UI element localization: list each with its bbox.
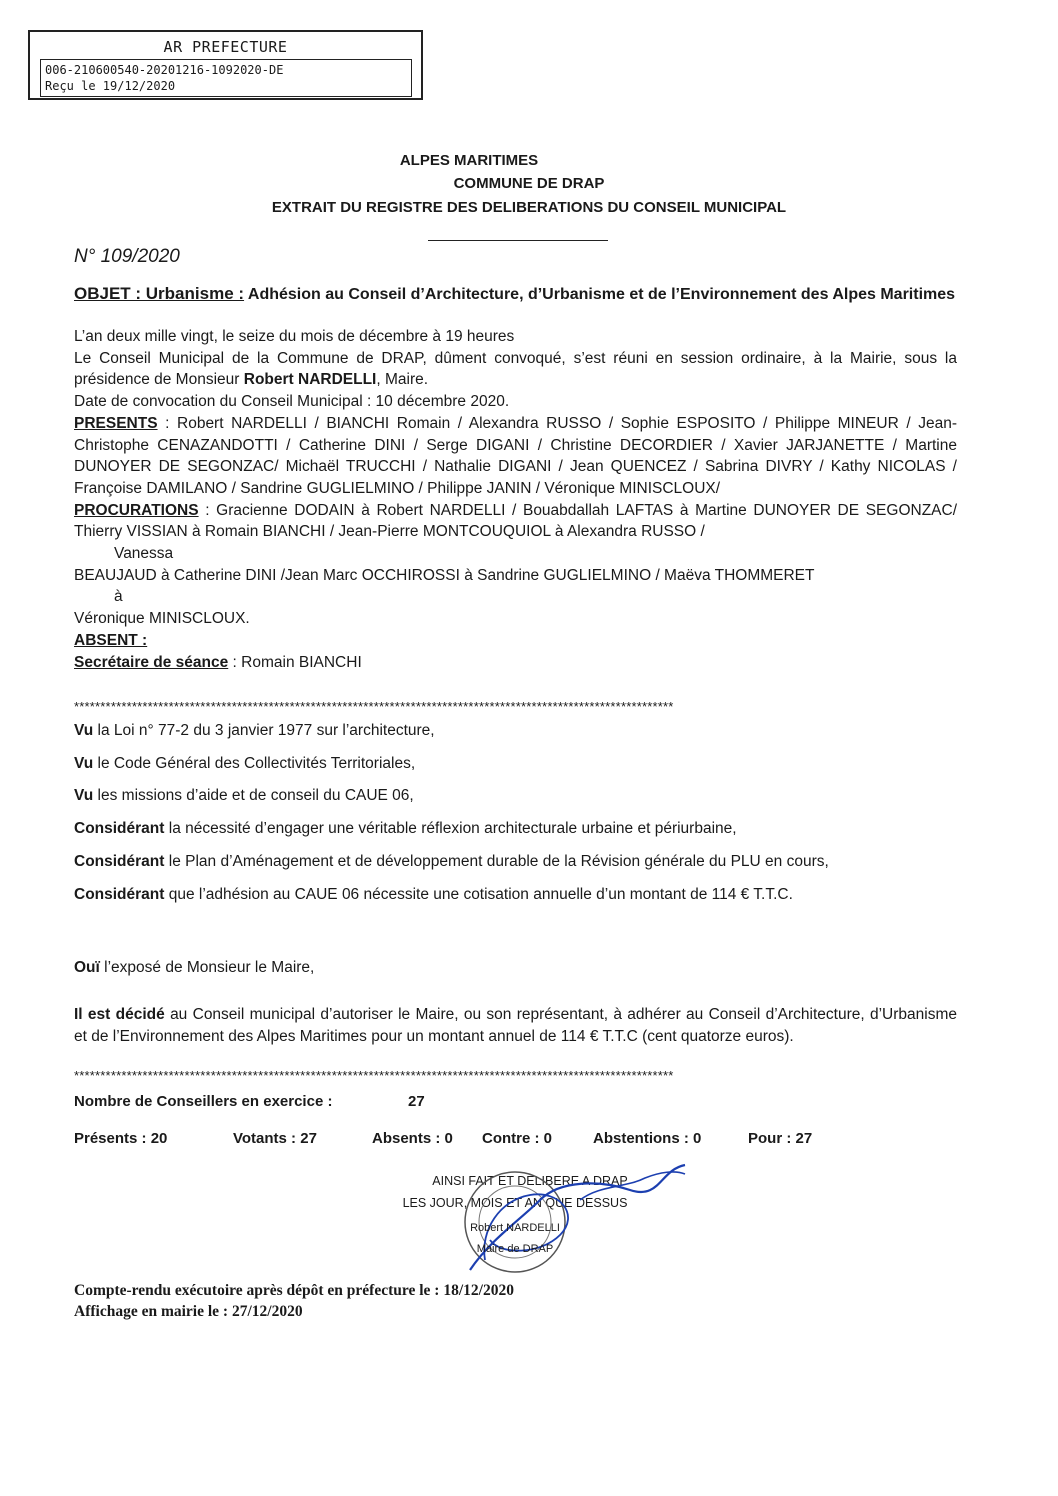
signatory-name: Robert NARDELLI bbox=[470, 1222, 560, 1234]
separator-bottom: ****************************************************************************************************************** bbox=[74, 1068, 674, 1083]
signature-line-2: LES JOUR, MOIS ET AN QUE DESSUS bbox=[402, 1196, 628, 1210]
secretary-label: Secrétaire de séance bbox=[74, 653, 229, 671]
in-office-label: Nombre de Conseillers en exercice : bbox=[74, 1093, 333, 1110]
procurations-continued-2: BEAUJAUD à Catherine DINI /Jean Marc OCCHIROSSI à Sandrine GUGLIELMINO / Maëva THOMMERET bbox=[74, 566, 815, 584]
convocation-date: Date de convocation du Conseil Municipal : 10 décembre 2020. bbox=[74, 393, 510, 411]
consideration-lead: Considérant bbox=[74, 852, 165, 870]
department-heading: ALPES MARITIMES bbox=[399, 152, 539, 169]
convened-text: Le Conseil Municipal de la Commune de DRAP, dûment convoqué, s’est réuni en session ordinaire, à la Mairie, sous la présidence de Monsieur bbox=[74, 349, 957, 389]
session-date: L’an deux mille vingt, le seize du mois de décembre à 19 heures bbox=[74, 328, 515, 345]
stamp-received-date: Reçu le 19/12/2020 bbox=[45, 79, 176, 93]
procurations-continued-4: Véronique MINISCLOUX. bbox=[74, 610, 250, 628]
presents-label: PRESENTS bbox=[74, 414, 158, 432]
procurations-label: PROCURATIONS bbox=[74, 501, 199, 519]
vote-abstentions: Abstentions : 0 bbox=[593, 1130, 702, 1147]
commune-heading: COMMUNE DE DRAP bbox=[453, 175, 605, 192]
signature-stroke bbox=[580, 1172, 685, 1200]
secretary-name: : Romain BIANCHI bbox=[228, 653, 362, 671]
oui-text: l’exposé de Monsieur le Maire, bbox=[99, 959, 315, 976]
decision-block bbox=[74, 1004, 957, 1047]
consideration-text: le Code Général des Collectivités Territoriales, bbox=[93, 754, 416, 772]
vote-votants: Votants : 27 bbox=[233, 1130, 317, 1147]
vote-absents: Absents : 0 bbox=[372, 1130, 453, 1147]
signatory-title: Maire de DRAP bbox=[476, 1243, 554, 1255]
prefecture-stamp bbox=[28, 30, 423, 100]
absent-label: ABSENT : bbox=[74, 631, 148, 649]
stamp-reference: 006-210600540-20201216-1092020-DE bbox=[45, 63, 284, 77]
display-line: Affichage en mairie le : 27/12/2020 bbox=[74, 1303, 303, 1320]
register-heading: EXTRAIT DU REGISTRE DES DELIBERATIONS DU CONSEIL MUNICIPAL bbox=[271, 199, 787, 216]
separator-top: ****************************************************************************************************************** bbox=[74, 699, 674, 714]
consideration-lead: Considérant bbox=[74, 820, 165, 838]
consideration-text: la nécessité d’engager une véritable réflexion architecturale urbaine et périurbaine, bbox=[164, 820, 737, 838]
consideration-text: les missions d’aide et de conseil du CAUE 06, bbox=[93, 787, 414, 805]
executory-line: Compte-rendu exécutoire après dépôt en préfecture le : 18/12/2020 bbox=[74, 1282, 514, 1299]
objet-text: Adhésion au Conseil d’Architecture, d’Urbanisme et de l’Environnement des Alpes Maritimes bbox=[247, 286, 956, 303]
considerations-block bbox=[74, 720, 957, 905]
consideration-lead: Vu bbox=[74, 787, 94, 805]
vote-pour: Pour : 27 bbox=[748, 1130, 813, 1147]
convened-suffix: , Maire. bbox=[376, 371, 429, 389]
vote-contre: Contre : 0 bbox=[482, 1130, 553, 1147]
decision-text: au Conseil municipal d’autoriser le Maire, ou son représentant, à adhérer au Conseil d’Architecture, d’Urbanisme et de l’Environnement des Alpes Maritimes pour un montant annuel de 114 € T.T.C (cent quatorze euros). bbox=[74, 1006, 957, 1045]
presents-list: : Robert NARDELLI / BIANCHI Romain / Alexandra RUSSO / Sophie ESPOSITO / Philippe MINEUR / Jean-Christophe CENAZANDOTTI / Catherine DINI / Serge DIGANI / Christine DECORDIER / Xavier JARJANETTE / Martine DUNOYER DE SEGONZAC/ Michaël TRUCCHI / Nathalie DIGANI / Jean QUENCEZ / Sabrina DIVRY / Kathy NICOLAS / Françoise DAMILANO / Sandrine GUGLIELMINO / Philippe JANIN / Véronique MINISCLOUX/ bbox=[74, 414, 957, 497]
deliberation-number: N° 109/2020 bbox=[74, 246, 180, 267]
stamp-reference-box bbox=[40, 59, 412, 97]
consideration-lead: Vu bbox=[74, 722, 94, 739]
consideration-lead: Considérant bbox=[74, 885, 165, 903]
vote-presents: Présents : 20 bbox=[74, 1130, 168, 1147]
header-rule bbox=[428, 240, 608, 241]
procurations-continued-3: à bbox=[114, 588, 123, 606]
stamp-title: AR PREFECTURE bbox=[163, 38, 288, 56]
signature-line-1: AINSI FAIT ET DELIBERE A DRAP bbox=[432, 1174, 628, 1188]
mayor-name: Robert NARDELLI bbox=[243, 371, 377, 389]
oui-lead: Ouï bbox=[74, 959, 100, 976]
objet-label: OBJET : Urbanisme : bbox=[74, 284, 245, 303]
consideration-text: la Loi n° 77-2 du 3 janvier 1977 sur l’architecture, bbox=[93, 722, 435, 739]
procurations-continued-1: Vanessa bbox=[114, 545, 174, 563]
procurations-list: : Gracienne DODAIN à Robert NARDELLI / Bouabdallah LAFTAS à Martine DUNOYER DE SEGONZAC/ Thierry VISSIAN à Romain BIANCHI / Jean-Pierre MONTCOUQUIOL à Alexandra RUSSO / bbox=[74, 501, 957, 541]
consideration-lead: Vu bbox=[74, 754, 94, 772]
consideration-text: que l’adhésion au CAUE 06 nécessite une cotisation annuelle d’un montant de 114 € T.T.C. bbox=[164, 885, 793, 903]
objet-block bbox=[74, 283, 957, 306]
in-office-value: 27 bbox=[408, 1093, 425, 1110]
consideration-text: le Plan d’Aménagement et de développement durable de la Révision générale du PLU en cours, bbox=[164, 852, 829, 870]
oui-line bbox=[74, 957, 957, 979]
intro-block bbox=[74, 326, 957, 673]
decision-lead: Il est décidé bbox=[74, 1006, 165, 1023]
